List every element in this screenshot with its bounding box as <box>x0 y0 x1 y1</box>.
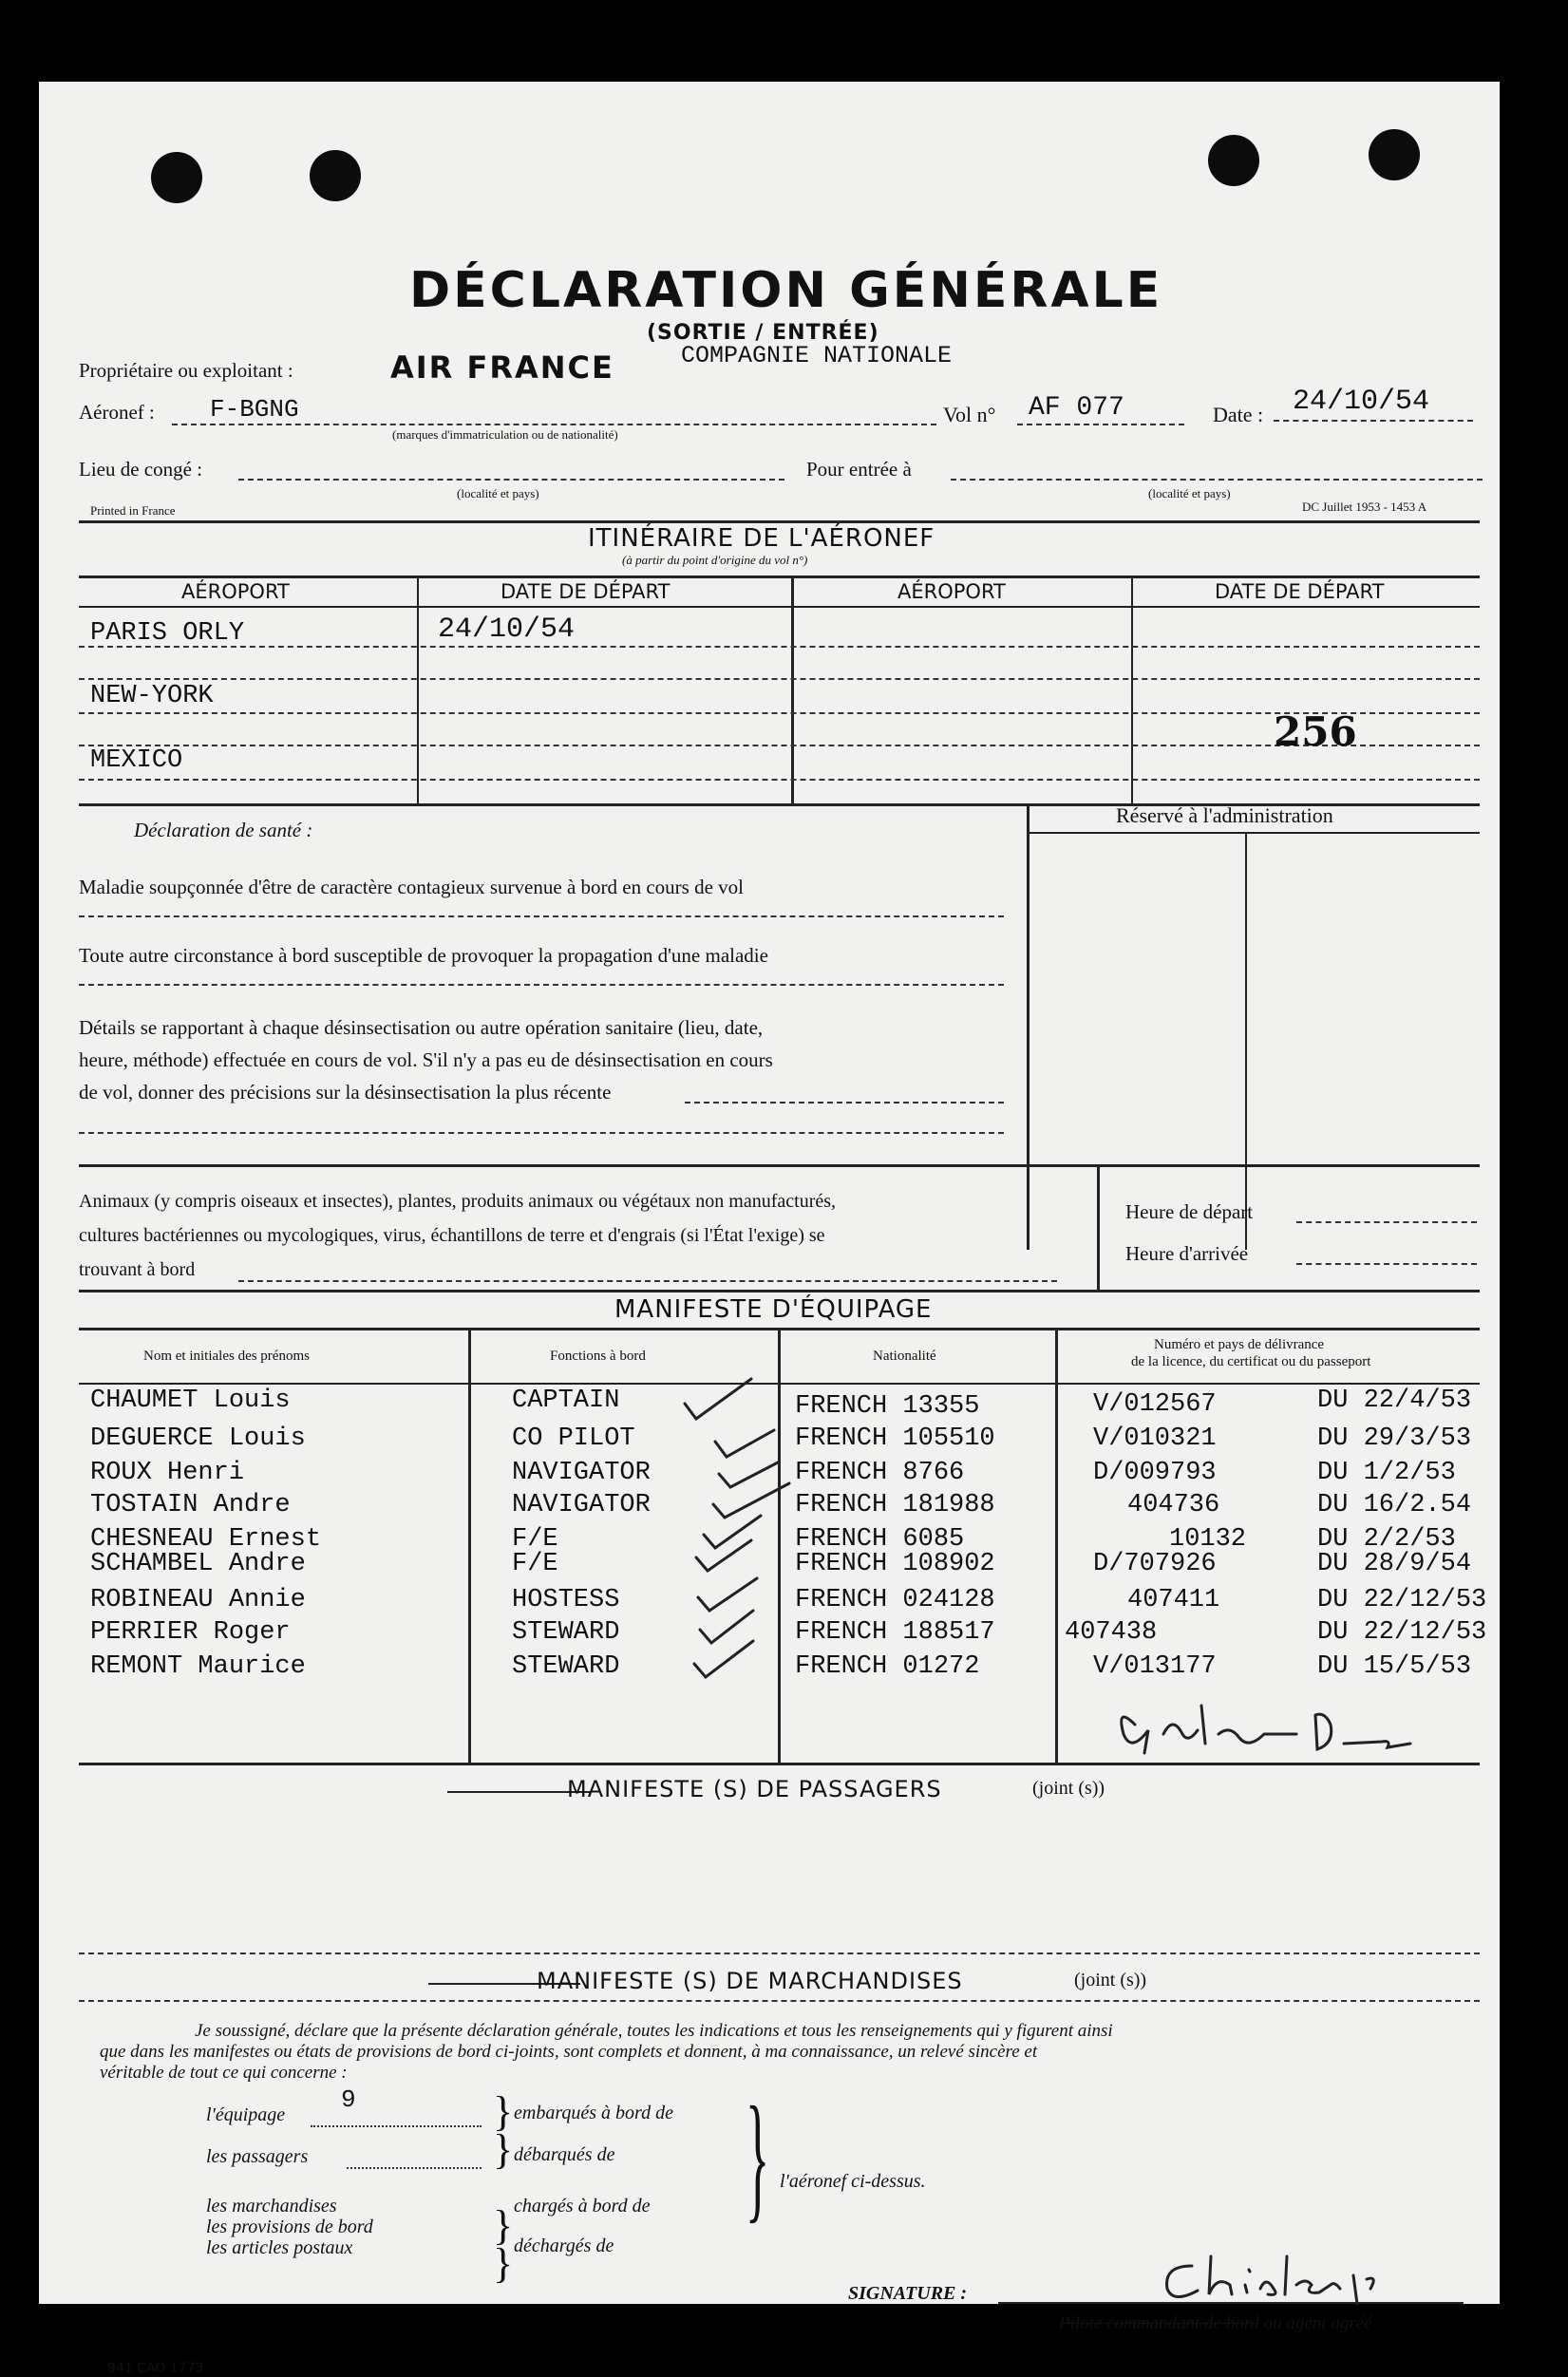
crew-nationality: FRENCH 181988 <box>795 1491 995 1519</box>
punch-hole <box>310 150 361 201</box>
passengers-joint: (joint (s)) <box>1032 1778 1105 1799</box>
itinerary-header-date-2: DATE DE DÉPART <box>1215 580 1385 603</box>
crew-header-nationality: Nationalité <box>873 1349 936 1364</box>
summary-provisions-label: les provisions de bord <box>206 2217 373 2237</box>
summary-mail-label: les articles postaux <box>206 2237 353 2258</box>
crew-function: NAVIGATOR <box>512 1491 651 1519</box>
arrival-time-label: Heure d'arrivée <box>1125 1242 1249 1265</box>
itinerary-title: ITINÉRAIRE DE L'AÉRONEF <box>588 524 935 553</box>
date-label: Date : <box>1213 403 1264 426</box>
summary-unloaded: déchargés de <box>514 2236 614 2256</box>
form-subtitle: (SORTIE / ENTRÉE) <box>647 321 879 345</box>
summary-crew-label: l'équipage <box>206 2104 286 2125</box>
declaration-form <box>39 82 1500 2376</box>
owner-value: AIR FRANCE <box>390 349 614 386</box>
signature-role-rest: ou agent agréé <box>1263 2313 1372 2333</box>
crew-name: PERRIER Roger <box>90 1618 291 1647</box>
date-value: 24/10/54 <box>1293 386 1430 418</box>
crew-function: F/E <box>512 1525 558 1554</box>
aircraft-note: (marques d'immatriculation ou de nationalité) <box>392 427 618 442</box>
summary-loaded: chargés à bord de <box>514 2196 651 2217</box>
departure-place-label: Lieu de congé : <box>79 458 203 481</box>
crew-name: ROUX Henri <box>90 1459 245 1487</box>
declaration-line-1: Je soussigné, déclare que la présente déclaration générale, toutes les indications et tous les renseignements qui y figurent ainsi <box>195 2021 1113 2041</box>
itinerary-airport-newyork: NEW-YORK <box>90 682 214 710</box>
aircraft-value: F-BGNG <box>210 395 299 424</box>
summary-goods-label: les marchandises <box>206 2196 337 2217</box>
stamp-number: 256 <box>1274 708 1357 755</box>
check-icon <box>713 1483 789 1518</box>
crew-nationality: FRENCH 108902 <box>795 1550 995 1578</box>
footer-code: 941 CAO 1773 <box>107 2361 204 2376</box>
animals-line-2: cultures bactériennes ou mycologiques, virus, échantillons de terre et d'engrais (si l'État l'exige) se <box>79 1225 825 1246</box>
crew-nationality: FRENCH 105510 <box>795 1424 995 1453</box>
crew-name: ROBINEAU Annie <box>90 1586 306 1614</box>
animals-line-1: Animaux (y compris oiseaux et insectes), plantes, produits animaux ou végétaux non manufacturés, <box>79 1191 837 1212</box>
crew-license: V/010321 <box>1093 1424 1217 1453</box>
crew-function: STEWARD <box>512 1618 620 1647</box>
punch-hole <box>1208 135 1259 186</box>
check-icon <box>715 1430 774 1457</box>
animals-line-3: trouvant à bord <box>79 1259 196 1280</box>
summary-big-brace: } <box>746 2078 770 2236</box>
signature-label: SIGNATURE : <box>848 2283 968 2304</box>
check-icon <box>694 1641 753 1677</box>
crew-license-date: DU 2/2/53 <box>1317 1525 1456 1554</box>
owner-stamp: COMPAGNIE NATIONALE <box>681 342 953 369</box>
summary-brace: } } } } <box>493 2088 514 2287</box>
crew-header-license-b: de la licence, du certificat ou du passeport <box>1131 1354 1371 1369</box>
crew-manifest-title: MANIFESTE D'ÉQUIPAGE <box>614 1295 933 1324</box>
signature-role-struck: Pilote commandant de bord <box>1059 2313 1259 2333</box>
crew-license: V/012567 <box>1093 1390 1217 1419</box>
crew-function: NAVIGATOR <box>512 1459 651 1487</box>
handwritten-initials <box>1106 1696 1467 1763</box>
declaration-line-3: véritable de tout ce qui concerne : <box>100 2063 348 2083</box>
crew-function: CO PILOT <box>512 1424 635 1453</box>
crew-license: 407438 <box>1065 1618 1158 1647</box>
check-icon <box>696 1540 751 1571</box>
crew-function: CAPTAIN <box>512 1387 620 1415</box>
crew-header-function: Fonctions à bord <box>550 1349 646 1364</box>
locality-note-right: (localité et pays) <box>1148 486 1231 500</box>
crew-nationality: FRENCH 8766 <box>795 1459 965 1487</box>
crew-license-date: DU 1/2/53 <box>1317 1459 1456 1487</box>
health-line-3a: Détails se rapportant à chaque désinsectisation ou autre opération sanitaire (lieu, date, <box>79 1016 764 1039</box>
health-line-3c: de vol, donner des précisions sur la désinsectisation la plus récente <box>79 1081 612 1104</box>
crew-license-date: DU 22/12/53 <box>1317 1586 1487 1614</box>
locality-note-left: (localité et pays) <box>457 486 539 500</box>
punch-hole <box>151 152 202 203</box>
crew-nationality: FRENCH 6085 <box>795 1525 965 1554</box>
itinerary-header-airport-1: AÉROPORT <box>181 580 290 603</box>
crew-license: 404736 <box>1127 1491 1220 1519</box>
itinerary-header-date-1: DATE DE DÉPART <box>501 580 671 603</box>
itinerary-airport-paris: PARIS ORLY <box>90 619 245 648</box>
crew-nationality: FRENCH 13355 <box>795 1392 980 1421</box>
check-icon <box>685 1379 751 1419</box>
crew-name: CHESNEAU Ernest <box>90 1525 322 1554</box>
crew-license-date: DU 22/12/53 <box>1317 1618 1487 1647</box>
crew-license: D/707926 <box>1093 1550 1217 1578</box>
crew-license-date: DU 28/9/54 <box>1317 1550 1472 1578</box>
check-icon <box>700 1611 753 1643</box>
form-title: DÉCLARATION GÉNÉRALE <box>409 262 1163 319</box>
check-icon <box>704 1516 761 1548</box>
crew-license: V/013177 <box>1093 1652 1217 1681</box>
aircraft-label: Aéronef : <box>79 401 155 424</box>
check-marks <box>647 1373 799 1696</box>
signature-role <box>1059 2313 1372 2334</box>
flight-label: Vol n° <box>943 403 996 426</box>
passengers-manifest-title: MANIFESTE (S) DE PASSAGERS <box>567 1776 942 1802</box>
owner-label: Propriétaire ou exploitant : <box>79 359 293 382</box>
goods-joint: (joint (s)) <box>1074 1970 1147 1990</box>
crew-name: DEGUERCE Louis <box>90 1424 306 1453</box>
form-code: DC Juillet 1953 - 1453 A <box>1302 500 1427 514</box>
health-line-3b: heure, méthode) effectuée en cours de vol. S'il n'y a pas eu de désinsectisation en cours <box>79 1048 773 1071</box>
crew-license-date: DU 15/5/53 <box>1317 1652 1472 1681</box>
crew-header-license-a: Numéro et pays de délivrance <box>1154 1337 1325 1352</box>
health-title: Déclaration de santé : <box>134 819 313 841</box>
check-icon <box>719 1462 778 1487</box>
check-icon <box>698 1578 757 1611</box>
crew-license: 10132 <box>1169 1525 1247 1554</box>
signature-handwriting <box>1154 2247 1401 2313</box>
itinerary-date-paris: 24/10/54 <box>438 613 576 646</box>
crew-license-date: DU 16/2.54 <box>1317 1491 1472 1519</box>
crew-nationality: FRENCH 024128 <box>795 1586 995 1614</box>
summary-crew-count: 9 <box>341 2085 356 2114</box>
admin-reserved-label: Réservé à l'administration <box>1116 803 1333 827</box>
crew-function: F/E <box>512 1550 558 1578</box>
crew-function: HOSTESS <box>512 1586 620 1614</box>
crew-nationality: FRENCH 188517 <box>795 1618 995 1647</box>
crew-license: D/009793 <box>1093 1459 1217 1487</box>
crew-name: REMONT Maurice <box>90 1652 306 1681</box>
crew-license: 407411 <box>1127 1586 1220 1614</box>
summary-disembarked: débarqués de <box>514 2144 615 2165</box>
summary-passengers-label: les passagers <box>206 2146 309 2167</box>
itinerary-note: (à partir du point d'origine du vol n°) <box>622 553 808 567</box>
departure-time-label: Heure de départ <box>1125 1200 1254 1223</box>
itinerary-header-airport-2: AÉROPORT <box>897 580 1006 603</box>
entry-label: Pour entrée à <box>806 458 912 481</box>
health-line-2: Toute autre circonstance à bord susceptible de provoquer la propagation d'une maladie <box>79 944 768 967</box>
crew-nationality: FRENCH 01272 <box>795 1652 980 1681</box>
goods-manifest-title: MANIFESTE (S) DE MARCHANDISES <box>537 1968 963 1994</box>
summary-embarked: embarqués à bord de <box>514 2103 673 2123</box>
health-line-1: Maladie soupçonnée d'être de caractère contagieux survenue à bord en cours de vol <box>79 876 744 898</box>
crew-header-name: Nom et initiales des prénoms <box>143 1349 310 1364</box>
printer-note: Printed in France <box>90 503 176 518</box>
crew-function: STEWARD <box>512 1652 620 1681</box>
crew-license-date: DU 29/3/53 <box>1317 1424 1472 1453</box>
itinerary-airport-mexico: MEXICO <box>90 746 183 775</box>
crew-license-date: DU 22/4/53 <box>1317 1387 1472 1415</box>
crew-name: TOSTAIN Andre <box>90 1491 291 1519</box>
punch-hole <box>1369 129 1420 180</box>
summary-aircraft-ref: l'aéronef ci-dessus. <box>780 2171 926 2192</box>
crew-name: SCHAMBEL Andre <box>90 1550 306 1578</box>
flight-value: AF 077 <box>1029 393 1124 423</box>
crew-name: CHAUMET Louis <box>90 1387 291 1415</box>
declaration-line-2: que dans les manifestes ou états de provisions de bord ci-joints, sont complets et donnent, à ma connaissance, un relevé sincère et <box>100 2042 1038 2062</box>
